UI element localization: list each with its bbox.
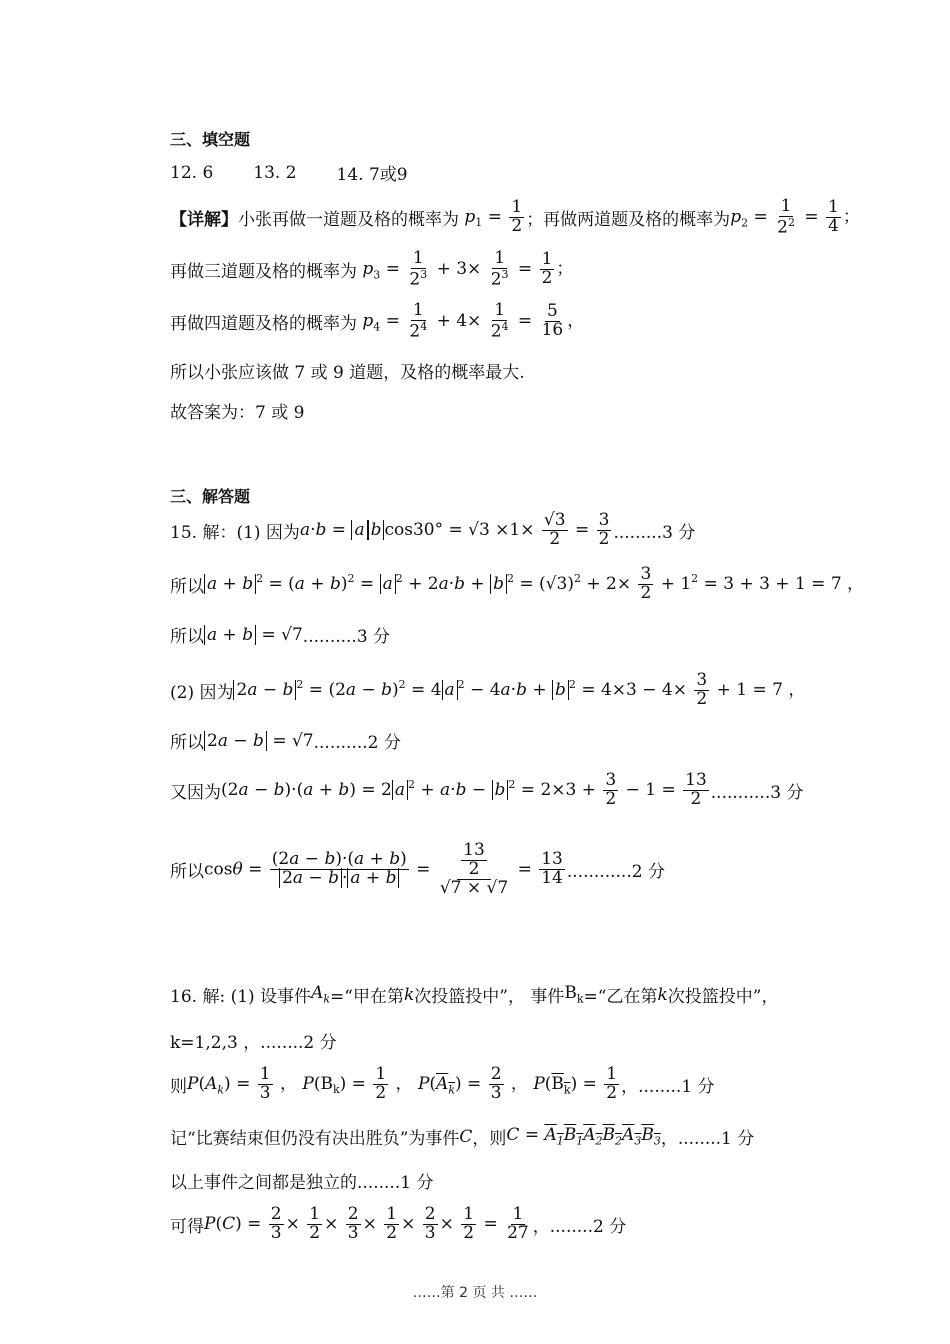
q16-text: 可得 <box>170 1216 204 1237</box>
q16-line-3 <box>170 1066 715 1103</box>
q16-text: =“乙在第 <box>583 987 658 1007</box>
q15-text: 15. 解：(1) 因为 <box>170 522 300 543</box>
explain-line-3 <box>170 302 584 341</box>
explain-text: 故答案为：7 或 9 <box>170 403 305 423</box>
q16-line-5 <box>170 1168 433 1193</box>
formula-p1: $p_1$ = $\frac{1}{2}$ <box>464 197 523 237</box>
q15-line-6 <box>170 772 803 809</box>
formula-sum-square: a + b $^2 = (a + b)^2 = a$ $^2$ + 2a·b + b $^2 = (√3)^2 + 2\times$ $\frac{3}{2}$ + $1^2 = 3 + 3 + 1 = 7$ ， <box>204 566 864 603</box>
q16-text: 16. 解: (1) 设事件 <box>170 987 312 1007</box>
q15-text: 所以 <box>170 627 204 647</box>
explain-text: 再做四道题及格的概率为 <box>170 314 357 335</box>
var-k: k <box>657 984 668 1005</box>
q16-line-4 <box>170 1124 754 1149</box>
q15-text: 所以 <box>170 733 204 753</box>
score-mark: .........3 分 <box>613 522 696 543</box>
q15-line-2 <box>170 566 864 603</box>
event-a-k: $A_k$ <box>311 983 331 1006</box>
formula-p2: $p_2$ = $\frac{1}{2^2}$ = $\frac{1}{4}$ ； <box>730 196 860 238</box>
explain-line-5 <box>170 398 304 423</box>
q15-text: (2) 因为 <box>170 682 234 703</box>
q16-line-1 <box>170 982 779 1007</box>
explain-text: 小张再做一道题及格的概率为 <box>238 210 459 231</box>
explain-text: 所以小张应该做 7 或 9 道题，及格的概率最大. <box>170 363 525 383</box>
answer-12: 12. 6 <box>170 162 214 183</box>
event-c: C <box>459 1126 473 1147</box>
score-mark: ，........1 分 <box>660 1129 755 1149</box>
page-footer: ……第 2 页 共 …… <box>412 1285 538 1301</box>
formula-p3: $p_3$ = $\frac{1}{2^3}$ + 3× $\frac{1}{2^3}$ = $\frac{1}{2}$ ； <box>362 248 574 290</box>
formula-p-c: P(C) = $\frac{2}{3}$ × $\frac{1}{2}$ × $\frac{2}{3}$ × $\frac{1}{2}$ × $\frac{2}{3}$ × $\frac{1}{2}$ = $\frac{1}{27}$ <box>204 1204 529 1243</box>
section-heading-fill-in <box>170 127 250 150</box>
explain-text: 再做三道题及格的概率为 <box>170 262 357 283</box>
q15-text: 又因为 <box>170 782 221 803</box>
score-mark: ............2 分 <box>566 862 665 883</box>
q16-text: 则 <box>170 1076 187 1097</box>
score-mark: ..........3 分 <box>302 627 391 647</box>
heading-text: 三、填空题 <box>170 130 251 149</box>
q16-line-6 <box>170 1206 626 1243</box>
q16-text: 次投篮投中”， 事件 <box>414 987 565 1007</box>
formula-p4: $p_4$ = $\frac{1}{2^4}$ + 4× $\frac{1}{2^4}$ = $\frac{5}{16}$ ， <box>362 300 585 342</box>
q15-line-5 <box>170 728 401 753</box>
explain-tag: 【详解】 <box>170 210 238 231</box>
score-mark: ，........2 分 <box>532 1216 627 1237</box>
answer-14: 14. 7或9 <box>336 165 408 185</box>
formula-abs-diff: 2a − b = √7 <box>204 731 314 751</box>
var-k: k <box>403 984 415 1005</box>
q15-line-3 <box>170 622 390 647</box>
q15-text: 所以 <box>170 576 204 597</box>
q16-text: 记“比赛结束但仍没有决出胜负”为事件 <box>170 1129 460 1149</box>
score-mark: ，........1 分 <box>621 1076 715 1097</box>
section-heading-solutions <box>170 484 250 507</box>
q16-line-2 <box>170 1028 337 1053</box>
q15-line-4 <box>170 672 805 709</box>
q16-text: =“甲在第 <box>330 987 404 1007</box>
score-mark: ...........3 分 <box>710 782 804 803</box>
q15-line-1 <box>170 512 695 549</box>
q16-text: ，则 <box>472 1129 507 1149</box>
event-b-k: $B_k$ <box>564 983 584 1006</box>
formula-dot-product: a·b = a b cos30° = √3 ×1× $\frac{√3}{2}$ = $\frac{3}{2}$ <box>299 510 610 549</box>
explain-line-2 <box>170 250 573 289</box>
q16-text: k=1,2,3 ，........2 分 <box>170 1033 337 1053</box>
formula-diff-square: 2a − b $^2 = (2a - b)^2 = 4$ a $^2$ − 4a·b + b $^2$ = 4×3 − 4× $\frac{3}{2}$ + 1 = 7 ， <box>233 672 805 709</box>
explain-text: ；再做两道题及格的概率为 <box>526 210 731 231</box>
formula-event-c: $C = A_1B_1A_2B_2A_3B_3$ <box>506 1125 661 1148</box>
explain-line-1 <box>170 198 860 237</box>
answer-13: 13. 2 <box>253 162 297 183</box>
formula-product: (2a − b)·(a + b) = 2 a $^2$ + a·b − b $^2$ = 2×3 + $\frac{3}{2}$ − 1 = $\frac{13}{2}$ <box>221 770 707 809</box>
formula-cos-theta: cosθ = $\frac{(2a - b)\cdot(a + b)}{2a - b \cdot a + b}$ = $\frac{\frac{13}{2}}{√7 \times √7}$ = $\frac{13}{14}$ <box>204 840 563 898</box>
q15-text: 所以 <box>170 862 204 883</box>
score-mark: ..........2 分 <box>313 733 401 753</box>
explain-line-4 <box>170 358 525 383</box>
formula-abs-sum: a + b = √7 <box>204 625 303 645</box>
heading-text: 三、解答题 <box>170 487 251 506</box>
formula-probabilities: $P(A_k)$ = $\frac{1}{3}$ ， $P(B_k)$ = $\frac{1}{2}$ ， $P(A_k)$ = $\frac{2}{3}$ ， $P(B_k)$ = $\frac{1}{2}$ <box>187 1064 618 1103</box>
answers-row <box>170 160 408 185</box>
q16-text: 以上事件之间都是独立的........1 分 <box>170 1173 434 1193</box>
q16-text: 次投篮投中”， <box>667 987 779 1007</box>
q15-line-7 <box>170 842 665 898</box>
